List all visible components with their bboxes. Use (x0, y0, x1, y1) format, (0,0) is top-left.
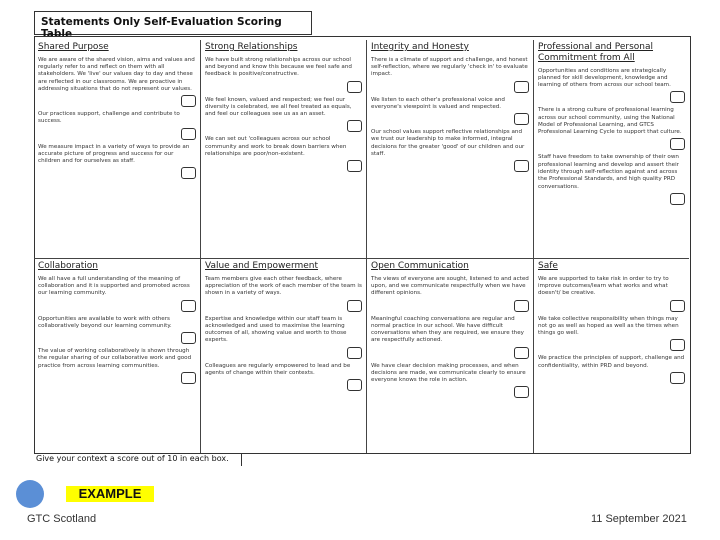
score-input[interactable] (347, 120, 362, 132)
category-heading: Open Communication (371, 261, 469, 271)
statement: Meaningful coaching conversations are regular and normal practice in our school. We have difficult conversations when they are required, we ensure they are respectfully actioned. (371, 315, 524, 344)
statement: We measure impact in a variety of ways to provide an accurate picture of progress and success for our children and for ourselves as staff. (38, 143, 190, 165)
category-heading: Integrity and Honesty (371, 42, 469, 52)
statement: Our practices support, challenge and contribute to success. (38, 111, 180, 125)
cell-professional-commitment (534, 40, 689, 259)
organisation-name: GTC Scotland (27, 513, 97, 525)
score-input[interactable] (670, 339, 685, 351)
statement: The value of working collaboratively is shown through the regular sharing of our collaborative work and good practice from across learning communities. (38, 348, 192, 369)
statement: We listen to each other's professional voice and everyone's viewpoint is valued and respected. (371, 96, 505, 110)
score-input[interactable] (347, 347, 362, 359)
cell-integrity-honesty (367, 40, 534, 259)
score-input[interactable] (347, 379, 362, 391)
statement: We can set out 'colleagues across our school community and work to break down barriers when relationships are poor/non-existent. (205, 136, 347, 157)
cell-open-communication (367, 259, 534, 453)
cell-strong-relationships (201, 40, 367, 259)
score-input[interactable] (181, 128, 196, 140)
cell-safe (534, 259, 689, 453)
score-instruction: Give your context a score out of 10 in each box. (34, 454, 242, 466)
category-heading: Shared Purpose (38, 42, 109, 52)
statement: We are aware of the shared vision, aims and values and regularly refer to and reflect on them with all stakeholders. We 'live' our values day to day and these are reflected in our classrooms. We are proactive in addressing situations that do not represent our values. (38, 56, 195, 92)
score-input[interactable] (181, 372, 196, 384)
score-input[interactable] (347, 81, 362, 93)
category-heading: Safe (538, 261, 558, 271)
example-label: EXAMPLE (66, 486, 154, 502)
score-input[interactable] (514, 113, 529, 125)
statement: We have built strong relationships across our school and beyond and know this because we feel safe and feedback is positive/constructive. (205, 56, 352, 78)
score-input[interactable] (347, 160, 362, 172)
cell-shared-purpose (34, 40, 201, 259)
score-input[interactable] (670, 91, 685, 103)
category-heading: Value and Empowerment (205, 261, 319, 271)
statement: We are supported to take risk in order to try to improve outcomes/learn what works and what doesn't/ be creative. (538, 275, 669, 297)
statement: The views of everyone are sought, listened to and acted upon, and we communicate respectfully when we have different opinions. (371, 275, 529, 297)
statement: We feel known, valued and respected; we feel our diversity is celebrated, we all feel treated as equals, and feel our colleagues see us as an asset. (205, 96, 352, 118)
score-input[interactable] (514, 81, 529, 93)
score-input[interactable] (670, 372, 685, 384)
category-heading: Professional and Personal Commitment from All (538, 42, 654, 63)
statement: We take collective responsibility when things may not go as well as hoped as well as the times when things go well. (538, 315, 679, 337)
category-heading: Strong Relationships (205, 42, 298, 52)
score-input[interactable] (181, 332, 196, 344)
table-title: Statements Only Self-Evaluation Scoring Table (41, 16, 282, 40)
score-input[interactable] (181, 300, 196, 312)
score-input[interactable] (670, 193, 685, 205)
statement: We have clear decision making processes, and when decisions are made, we communicate clearly to ensure everyone knows the role in action. (371, 362, 526, 384)
score-input[interactable] (514, 347, 529, 359)
statement: Opportunities and conditions are strategically planned for skill development, knowledge and learning of others from across our school team. (538, 67, 671, 89)
statement: We practice the principles of support, challenge and confidentiality, within PRD and beyond. (538, 355, 685, 369)
score-input[interactable] (670, 138, 685, 150)
statement: Our school values support reflective relationships and we trust our leadership to make informed, integral decisions for the greater 'good' of our children and our staff. (371, 129, 525, 157)
score-input[interactable] (514, 300, 529, 312)
score-input[interactable] (670, 300, 685, 312)
cell-value-empowerment (201, 259, 367, 453)
slide-date: 11 September 2021 (591, 513, 687, 525)
score-input[interactable] (347, 300, 362, 312)
statement: Expertise and knowledge within our staff team is acknowledged and used to maximise the learning outcomes of all, showing value and worth to those experts. (205, 315, 347, 344)
scoring-table (34, 40, 689, 453)
statement: There is a climate of support and challenge, and honest self-reflection, where we regularly 'check in' to evaluate impact. (371, 56, 528, 78)
score-input[interactable] (514, 160, 529, 172)
score-input[interactable] (514, 386, 529, 398)
table-title-box (34, 11, 312, 40)
statement: Opportunities are available to work with others collaboratively beyond our learning community. (38, 315, 172, 329)
statement: Colleagues are regularly empowered to lead and be agents of change within their contexts. (205, 362, 351, 376)
cell-collaboration (34, 259, 201, 453)
score-input[interactable] (181, 95, 196, 107)
statement: Team members give each other feedback, where appreciation of the work of each member of the team is shown in a variety of ways. (205, 275, 362, 297)
statement: We all have a full understanding of the meaning of collaboration and it is supported and promoted across our learning community. (38, 275, 190, 297)
statement: There is a strong culture of professional learning across our school community, using the National Model of Professional Learning, and GTCS Professional Learning Cycle to support that culture. (538, 107, 682, 136)
score-input[interactable] (181, 167, 196, 179)
category-heading: Collaboration (38, 261, 98, 271)
statement: Staff have freedom to take ownership of their own professional learning and develop and assert their identity through self-reflection against and across the Professional Standards, and high quality PRD conversations. (538, 154, 679, 190)
circle-icon (16, 480, 44, 508)
